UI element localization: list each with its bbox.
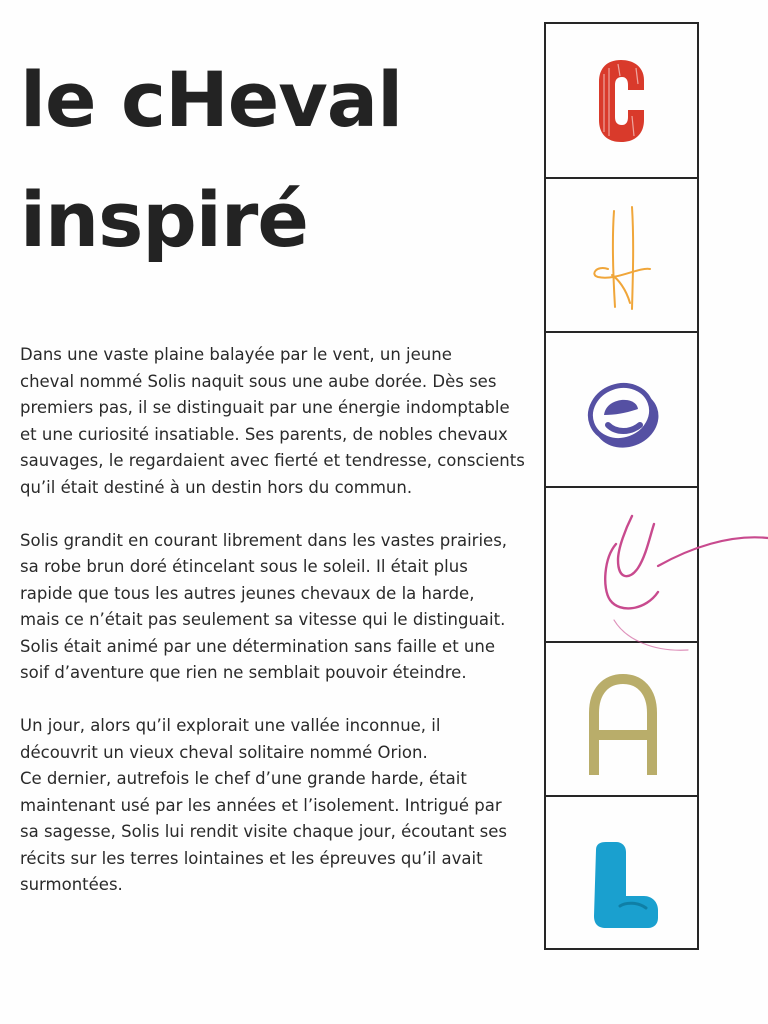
letter-tile-v	[546, 488, 697, 643]
letter-tile-c	[546, 24, 697, 179]
letter-tile-h	[546, 179, 697, 334]
title-line-2: inspiré	[20, 175, 308, 264]
rounded-l-icon	[546, 798, 697, 952]
script-v-icon	[546, 488, 697, 642]
handwritten-h-icon	[546, 179, 697, 333]
bubble-e-icon	[546, 333, 697, 487]
brush-c-icon	[546, 24, 697, 178]
letter-tile-a	[546, 643, 697, 798]
letter-strip	[544, 22, 699, 950]
page-title	[20, 40, 520, 280]
paragraph-2: Solis grandit en courant librement dans les vastes prairies, sa robe brun doré étincelant sous le soleil. Il était plus rapide que tous les autres jeunes chevaux de la harde, mais ce n’était pas seulement sa vitesse qui le distinguait. Solis était animé par une détermination sans faille et une soif d’aventure que rien ne semblait pouvoir éteindre.	[20, 530, 508, 682]
letter-tile-l	[546, 798, 697, 953]
geometric-a-icon	[546, 643, 697, 797]
story-text	[20, 342, 528, 925]
title-line-1: le cHeval	[20, 55, 403, 144]
letter-tile-e	[546, 333, 697, 488]
paragraph-3: Un jour, alors qu’il explorait une vallée inconnue, il découvrit un vieux cheval solitaire nommé Orion. Ce dernier, autrefois le chef d’une grande harde, était maintenant usé par les années et l’isolement. Intrigué par sa sagesse, Solis lui rendit visite chaque jour, écoutant ses récits sur les terres lointaines et les épreuves qu’il avait surmontées.	[20, 716, 508, 894]
paragraph-1: Dans une vaste plaine balayée par le vent, un jeune cheval nommé Solis naquit sous une aube dorée. Dès ses premiers pas, il se distinguait par une énergie indomptable et une curiosité insatiable. Ses parents, de nobles chevaux sauvages, le regardaient avec fierté et tendresse, conscients qu’il était destiné à un destin hors du commun.	[20, 345, 525, 497]
